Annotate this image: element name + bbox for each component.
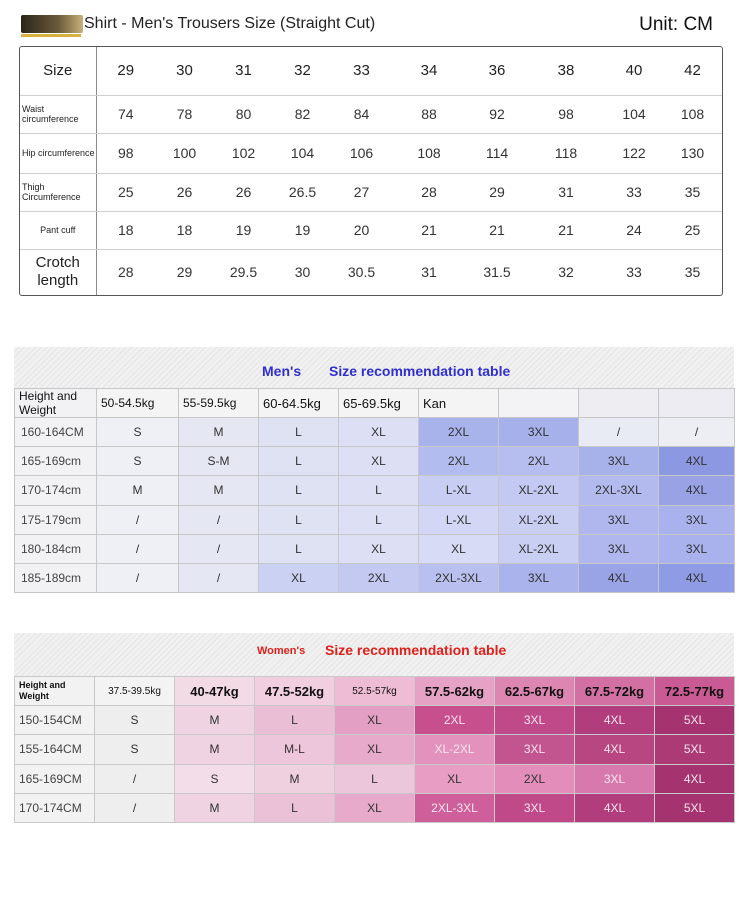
size-chart-cell: 31 [421,264,437,281]
womens-row [15,793,735,822]
size-chart-cell: 30 [294,264,311,281]
mens-row [15,534,735,563]
mens-cell: / [97,534,179,563]
size-chart-row-label: Waist circumference [20,95,96,133]
size-chart-cell: 31.5 [483,264,511,281]
mens-cell: L [259,447,339,476]
size-chart-cell: 25 [96,173,155,211]
womens-height-label: 155-164CM [15,735,95,764]
womens-cell: XL [415,764,495,793]
size-chart-cell: 84 [332,95,391,133]
womens-cell: 3XL [575,764,655,793]
size-chart-cell: 80 [214,95,273,133]
size-chart-cell: 98 [96,133,155,173]
womens-cell: L [255,793,335,822]
size-chart-cell: 31 [527,173,605,211]
womens-weight-header: 57.5-62kg [415,677,495,706]
size-chart-cell: 42 [663,47,722,95]
size-chart-cell: 29.5 [229,264,258,281]
womens-weight-header: 40-47kg [175,677,255,706]
size-chart-row [20,133,722,173]
mens-corner-label: Height and Weight [15,389,97,418]
size-chart-cell: 88 [391,95,467,133]
womens-size-table [14,633,734,823]
size-chart-cell: 26 [155,173,214,211]
womens-cell: 5XL [655,706,735,735]
page-title: Shirt - Men's Trousers Size (Straight Cut) [84,15,376,32]
mens-row [15,447,735,476]
size-chart-cell: 78 [155,95,214,133]
mens-cell: L [259,534,339,563]
womens-cell: L [255,706,335,735]
mens-cell: XL [259,563,339,592]
womens-cell: M [175,735,255,764]
mens-row [15,563,735,592]
mens-height-label: 160-164CM [15,418,97,447]
size-chart-cell: 30 [155,47,214,95]
size-chart-cell: 82 [273,95,332,133]
mens-cell: M [97,476,179,505]
mens-weight-header: 50-54.5kg [97,389,179,418]
mens-cell: M [179,476,259,505]
size-chart [19,46,723,296]
size-chart-cell: 29 [96,47,155,95]
womens-cell: 2XL-3XL [415,793,495,822]
size-chart-cell: 33 [332,47,391,95]
womens-weight-header: 72.5-77kg [655,677,735,706]
mens-cell: / [97,505,179,534]
size-chart-cell: 20 [332,211,391,249]
mens-cell: / [579,418,659,447]
size-chart-cell: 29 [176,264,193,281]
size-chart-cell: 33 [626,264,642,281]
header [0,0,750,48]
mens-cell: S [97,418,179,447]
womens-weight-header: 62.5-67kg [495,677,575,706]
womens-cell: 2XL [415,706,495,735]
mens-cell: XL [339,418,419,447]
size-chart-cell: 30.5 [347,264,376,281]
size-chart-cell: 108 [663,95,722,133]
size-chart-row [20,173,722,211]
size-chart-row [20,211,722,249]
womens-cell: L [335,764,415,793]
womens-row [15,706,735,735]
womens-corner-label: Height and Weight [15,677,95,706]
size-chart-cell: 28 [391,173,467,211]
mens-height-label: 185-189cm [15,563,97,592]
womens-cell: M-L [255,735,335,764]
mens-header-row [15,389,735,418]
size-chart-cell: 92 [467,95,527,133]
womens-cell: 4XL [575,735,655,764]
size-chart-cell: 21 [467,211,527,249]
mens-cell: 3XL [659,534,735,563]
mens-cell: / [179,534,259,563]
mens-title-label: Men's [262,363,302,379]
mens-cell: 2XL-3XL [419,563,499,592]
womens-weight-header: 47.5-52kg [255,677,335,706]
womens-cell: XL [335,706,415,735]
womens-cell: XL [335,793,415,822]
mens-cell: 3XL [579,447,659,476]
womens-cell: 2XL [495,764,575,793]
size-chart-cell: 106 [332,133,391,173]
size-chart-cell: 34 [391,47,467,95]
mens-weight-header: Kan [419,389,499,418]
size-chart-cell: 25 [663,211,722,249]
size-chart-table [20,47,722,295]
mens-cell: / [179,563,259,592]
mens-weight-header [579,389,659,418]
mens-cell: L [339,505,419,534]
mens-cell: 2XL [499,447,579,476]
size-chart-row-label: Size [20,47,96,95]
size-chart-cell: 35 [684,264,701,281]
mens-cell: 2XL [419,418,499,447]
size-chart-row-label: Thigh Circumference [20,173,96,211]
size-chart-cell: 19 [214,211,273,249]
size-chart-cell: 104 [273,133,332,173]
mens-weight-header: 55-59.5kg [179,389,259,418]
size-chart-cell: 98 [527,95,605,133]
size-chart-cell: 24 [605,211,663,249]
mens-cell: XL [339,447,419,476]
mens-cell: XL [419,534,499,563]
size-chart-cell: 28 [117,264,134,281]
size-chart-row [20,249,722,295]
mens-cell: 2XL [419,447,499,476]
womens-table [14,676,735,823]
mens-height-label: 180-184cm [15,534,97,563]
mens-height-label: 165-169cm [15,447,97,476]
size-chart-row-label: Crotch length [20,249,96,295]
size-chart-cell: 35 [663,173,722,211]
size-chart-cell: 32 [558,264,574,281]
mens-cell: / [179,505,259,534]
womens-cell: S [95,706,175,735]
mens-cell: L-XL [419,505,499,534]
womens-cell: XL-2XL [415,735,495,764]
mens-weight-header: 65-69.5kg [339,389,419,418]
mens-cell: 3XL [579,534,659,563]
size-chart-cell: 27 [332,173,391,211]
size-chart-cell: 26 [214,173,273,211]
size-chart-cell: 32 [273,47,332,95]
mens-row [15,418,735,447]
size-chart-cell: 130 [663,133,722,173]
size-chart-cell: 31 [214,47,273,95]
size-chart-cell: 40 [605,47,663,95]
womens-header-row [15,677,735,706]
mens-cell: 2XL-3XL [579,476,659,505]
size-chart-cell: 38 [527,47,605,95]
mens-weight-header: 60-64.5kg [259,389,339,418]
mens-height-label: 170-174cm [15,476,97,505]
mens-cell: 3XL [499,563,579,592]
mens-cell: 4XL [659,476,735,505]
womens-cell: S [95,735,175,764]
size-chart-row [20,95,722,133]
womens-height-label: 165-169CM [15,764,95,793]
size-chart-cell: 19 [273,211,332,249]
size-chart-cell: 33 [605,173,663,211]
womens-cell: M [175,706,255,735]
mens-cell: S-M [179,447,259,476]
womens-height-label: 170-174CM [15,793,95,822]
size-chart-cell: 21 [527,211,605,249]
womens-cell: 5XL [655,735,735,764]
womens-weight-header: 67.5-72kg [575,677,655,706]
size-chart-row [20,47,722,95]
womens-cell: XL [335,735,415,764]
mens-weight-header [499,389,579,418]
mens-height-label: 175-179cm [15,505,97,534]
mens-cell: XL [339,534,419,563]
logo-underline [21,34,81,37]
womens-cell: 5XL [655,793,735,822]
mens-cell: XL-2XL [499,505,579,534]
mens-row [15,505,735,534]
mens-cell: L [259,505,339,534]
womens-title-label: Women's [257,645,306,657]
mens-cell: L [259,418,339,447]
mens-row [15,476,735,505]
mens-size-table [14,347,734,593]
mens-cell: 4XL [659,447,735,476]
womens-row [15,764,735,793]
redacted-logo [21,15,83,33]
womens-cell: / [95,764,175,793]
mens-cell: 3XL [659,505,735,534]
size-chart-cell: 118 [527,133,605,173]
womens-cell: 4XL [575,793,655,822]
mens-cell: L [339,476,419,505]
mens-cell: 4XL [659,563,735,592]
size-chart-cell: 36 [467,47,527,95]
mens-cell: XL-2XL [499,534,579,563]
womens-cell: 3XL [495,793,575,822]
size-chart-row-label: Pant cuff [20,211,96,249]
mens-cell: L-XL [419,476,499,505]
size-chart-cell: 18 [155,211,214,249]
size-chart-cell: 26.5 [273,173,332,211]
size-chart-cell: 114 [467,133,527,173]
womens-cell: M [175,793,255,822]
mens-cell: 3XL [499,418,579,447]
womens-cell: S [175,764,255,793]
size-chart-cell: 102 [214,133,273,173]
mens-cell: 4XL [579,563,659,592]
womens-cell: M [255,764,335,793]
size-chart-cell: 104 [605,95,663,133]
size-chart-cell: 18 [96,211,155,249]
womens-cell: 3XL [495,706,575,735]
mens-cell: XL-2XL [499,476,579,505]
size-chart-cell: 108 [391,133,467,173]
mens-cell: 2XL [339,563,419,592]
size-chart-cell: 29 [467,173,527,211]
womens-cell: 3XL [495,735,575,764]
unit-label: Unit: CM [639,14,713,35]
womens-title-text: Size recommendation table [325,642,507,658]
mens-title-text: Size recommendation table [329,363,511,379]
size-chart-cell: 100 [155,133,214,173]
womens-weight-header: 52.5-57kg [335,677,415,706]
womens-height-label: 150-154CM [15,706,95,735]
size-chart-cell: 122 [605,133,663,173]
womens-row [15,735,735,764]
mens-cell: 3XL [579,505,659,534]
size-chart-cell: 74 [96,95,155,133]
size-chart-cell: 21 [391,211,467,249]
mens-cell: / [659,418,735,447]
mens-cell: L [259,476,339,505]
womens-cell: 4XL [655,764,735,793]
mens-cell: M [179,418,259,447]
mens-table [14,388,735,593]
womens-weight-header: 37.5-39.5kg [95,677,175,706]
womens-cell: 4XL [575,706,655,735]
mens-cell: / [97,563,179,592]
mens-weight-header [659,389,735,418]
womens-cell: / [95,793,175,822]
size-chart-row-label: Hip circumference [20,133,96,173]
mens-cell: S [97,447,179,476]
